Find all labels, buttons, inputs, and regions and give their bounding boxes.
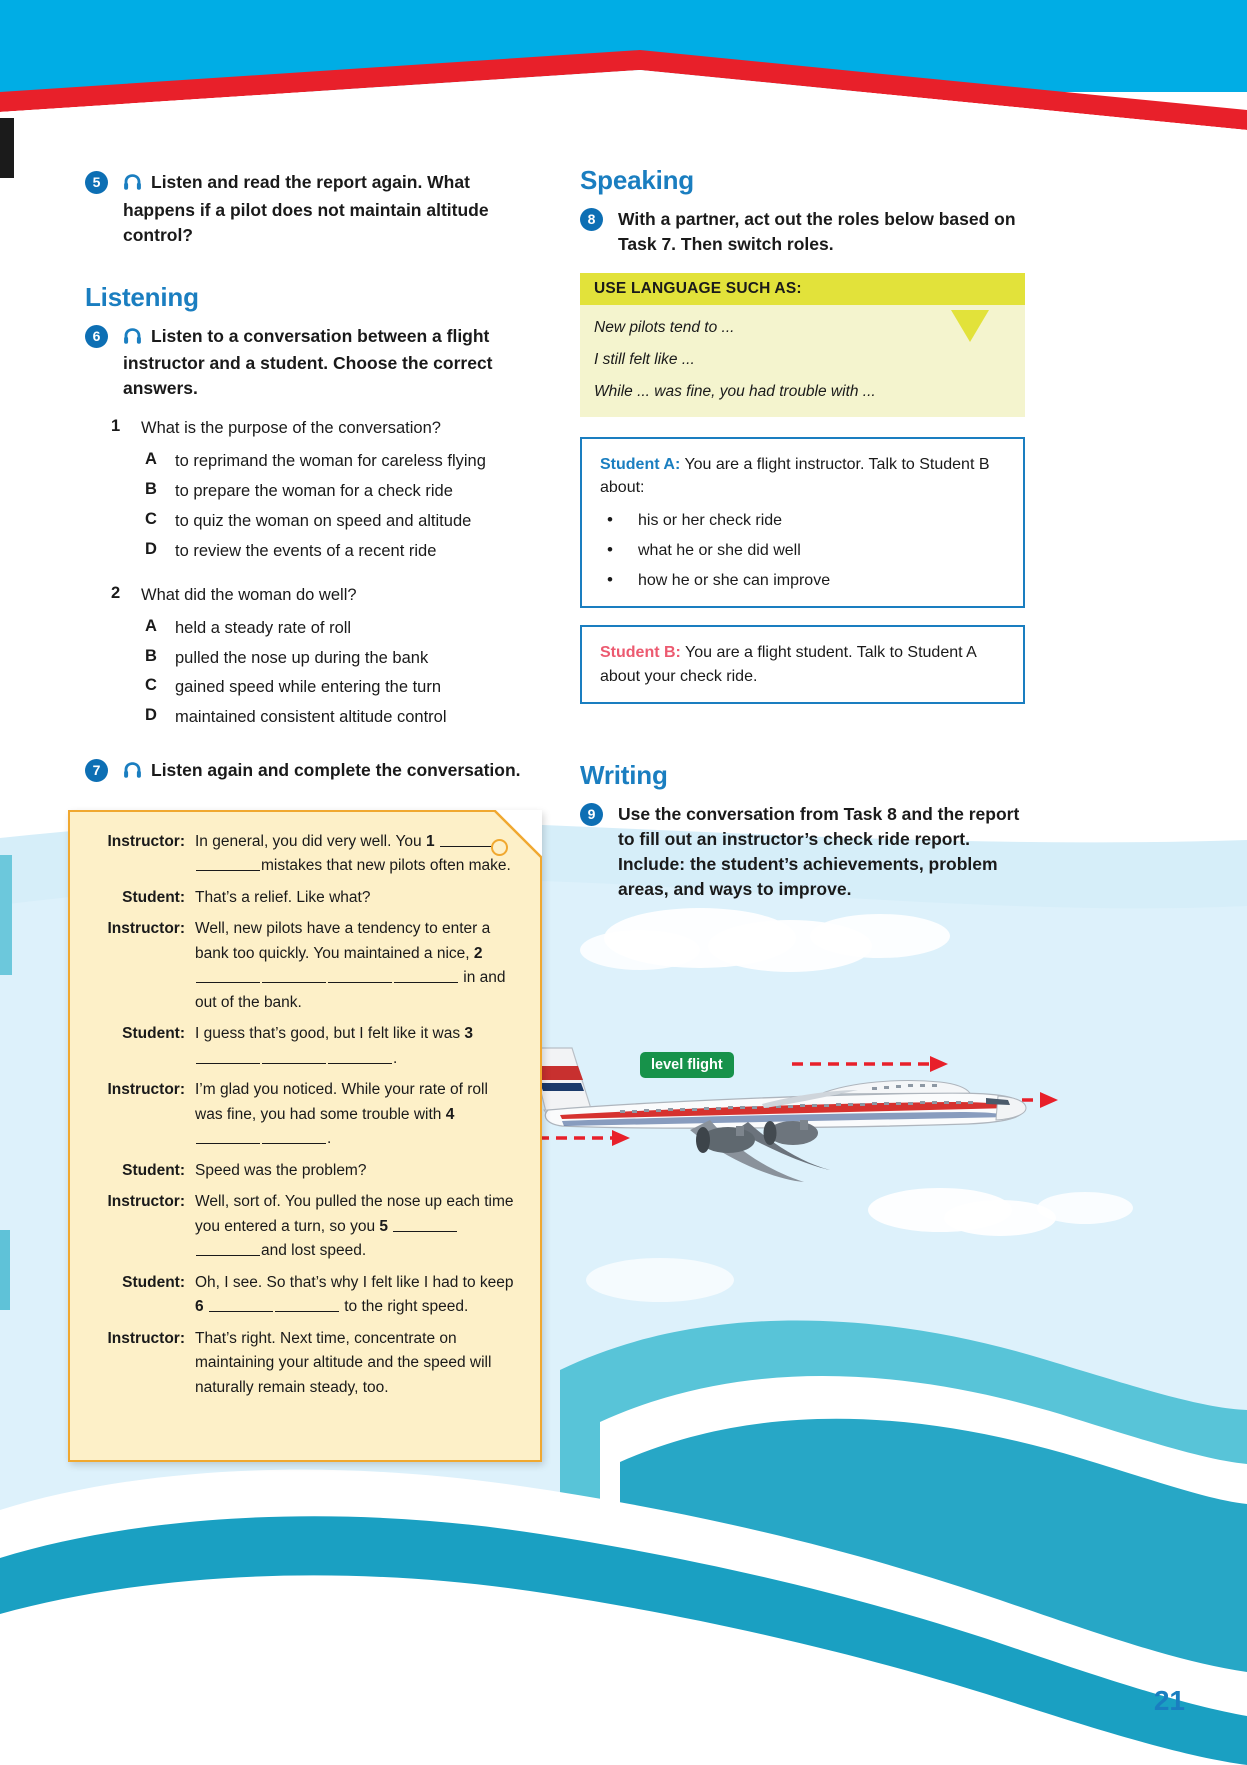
dialogue-row: [92, 1327, 518, 1400]
task-5-text-wrapper: [123, 170, 540, 248]
mc-option[interactable]: [103, 647, 540, 671]
level-flight-label: level flight: [640, 1052, 734, 1078]
mc-option[interactable]: [103, 510, 540, 534]
use-language-line: New pilots tend to ...: [594, 318, 735, 336]
dialogue-text: In general, you did very well. You 1 mistakes that new pilots often make.: [195, 833, 511, 875]
task-6: [85, 324, 540, 402]
student-a-bullet-list: [600, 509, 1007, 593]
mc-option[interactable]: [103, 676, 540, 700]
dialogue-speaker: Instructor:: [107, 1329, 185, 1347]
dialogue-blank[interactable]: [196, 1130, 260, 1144]
task-7: [85, 758, 540, 786]
mc-option-text: maintained consistent altitude control: [175, 708, 447, 727]
task-8-text: With a partner, act out the roles below based on Task 7. Then switch roles.: [618, 209, 1016, 254]
dialogue-blank[interactable]: [196, 1050, 260, 1064]
use-language-panel: [580, 273, 1025, 417]
dialogue-blank[interactable]: [262, 969, 326, 983]
task-5: [85, 170, 540, 248]
task-7-text-wrapper: [123, 758, 540, 786]
student-a-label: Student A:: [600, 455, 681, 473]
headphones-icon: [123, 327, 142, 352]
dialogue-blank[interactable]: [196, 1242, 260, 1256]
dialogue-speaker: Student:: [122, 1273, 185, 1291]
dialogue-text: That’s a relief. Like what?: [195, 888, 371, 906]
listening-section-heading: Listening: [85, 281, 199, 312]
left-column: [85, 170, 540, 792]
use-language-line: I still felt like ...: [594, 350, 695, 368]
mc-option-text: to review the events of a recent ride: [175, 541, 437, 560]
student-a-bullet: • how he or she can improve: [600, 569, 1007, 592]
dialogue-gap-number: 2: [473, 944, 483, 962]
dialogue-row: [92, 886, 518, 910]
student-a-bullet: • his or her check ride: [600, 509, 1007, 532]
task-6-text-wrapper: [123, 324, 540, 402]
mc-option-text: to reprimand the woman for careless flying: [175, 451, 486, 470]
task-7-text: Listen again and complete the conversation.: [151, 760, 521, 781]
mc-option-text: to prepare the woman for a check ride: [175, 481, 453, 500]
dialogue-list: [70, 812, 540, 1400]
dialogue-blank[interactable]: [209, 1298, 273, 1312]
mc-option-letter: D: [145, 539, 157, 558]
student-a-instruction: You are a flight instructor. Talk to Student B about:: [600, 455, 990, 497]
dialogue-blank[interactable]: [196, 969, 260, 983]
task-8: [580, 207, 1025, 257]
mc-option-letter: B: [145, 479, 157, 498]
dialogue-text: Speed was the problem?: [195, 1161, 367, 1179]
student-b-label: Student B:: [600, 644, 681, 662]
student-b-role-box: [580, 625, 1025, 704]
page-number: 21: [1153, 1685, 1185, 1716]
mc-option-letter: B: [145, 646, 157, 665]
mc-question-number: 2: [111, 583, 121, 602]
dialogue-speaker: Instructor:: [107, 920, 185, 938]
task-6-text: Listen to a conversation between a flight instructor and a student. Choose the correct answers.: [123, 325, 493, 399]
dialogue-text: Well, sort of. You pulled the nose up each time you entered a turn, so you 5 and lost speed.: [195, 1193, 514, 1260]
student-b-instruction: You are a flight student. Talk to Student A about your check ride.: [600, 644, 976, 685]
mc-option-text: pulled the nose up during the bank: [175, 648, 429, 667]
dialogue-gap-number: 4: [445, 1105, 455, 1123]
task-9: [580, 802, 1025, 901]
dialogue-text: That’s right. Next time, concentrate on maintaining your altitude and the speed will naturally remain steady, too.: [195, 1329, 492, 1396]
dialogue-row: [92, 1159, 518, 1183]
mc-option-letter: C: [145, 676, 157, 695]
dialogue-text: I’m glad you noticed. While your rate of roll was fine, you had some trouble with 4 .: [195, 1081, 488, 1148]
dialogue-row: [92, 917, 518, 1015]
writing-section-heading: Writing: [580, 760, 668, 791]
dialogue-speaker: Student:: [122, 1025, 185, 1043]
note-punch-hole: [491, 839, 508, 856]
dialogue-blank[interactable]: [328, 969, 392, 983]
task-7-number: 7: [85, 759, 108, 782]
mc-question: [103, 584, 540, 608]
right-column: [580, 165, 1025, 908]
headphones-icon: [123, 173, 142, 198]
dialogue-blank[interactable]: [262, 1050, 326, 1064]
mc-option[interactable]: [103, 706, 540, 730]
use-language-line: While ... was fine, you had trouble with ...: [594, 382, 876, 400]
dialogue-blank[interactable]: [275, 1298, 339, 1312]
dialogue-text: Oh, I see. So that’s why I felt like I had to keep 6 to the right speed.: [195, 1273, 514, 1316]
headphones-icon: [123, 761, 142, 786]
dialogue-row: [92, 1190, 518, 1263]
dialogue-speaker: Instructor:: [107, 833, 185, 850]
speaking-section-heading: Speaking: [580, 165, 694, 195]
dialogue-gap-number: 3: [464, 1025, 474, 1043]
mc-spacer: [103, 570, 540, 584]
dialogue-blank[interactable]: [328, 1050, 392, 1064]
dialogue-blank[interactable]: [196, 857, 260, 871]
dialogue-speaker: Student:: [122, 1161, 185, 1179]
mc-question-text: What did the woman do well?: [141, 585, 357, 604]
dialogue-speaker: Instructor:: [107, 1081, 185, 1099]
mc-option-text: to quiz the woman on speed and altitude: [175, 511, 472, 530]
task-5-text: Listen and read the report again. What happens if a pilot does not maintain altitude control?: [123, 172, 489, 245]
student-a-role-box: [580, 437, 1025, 609]
dialogue-speaker: Instructor:: [107, 1193, 185, 1211]
mc-option[interactable]: [103, 540, 540, 564]
dialogue-gap-number: 6: [195, 1298, 204, 1316]
mc-question-text: What is the purpose of the conversation?: [141, 419, 441, 438]
task-8-number: 8: [580, 208, 603, 231]
mc-question-number: 1: [111, 417, 121, 436]
mc-option-text: gained speed while entering the turn: [175, 678, 442, 697]
student-a-text: [600, 453, 1007, 500]
student-b-text: [600, 641, 1007, 688]
dialogue-row: [92, 1078, 518, 1151]
dialogue-blank[interactable]: [393, 1218, 457, 1232]
mc-option-letter: A: [145, 449, 157, 468]
dialogue-row: [92, 1022, 518, 1071]
dialogue-gap-number: 1: [425, 833, 435, 850]
use-language-speech-tail: [951, 310, 989, 342]
student-a-bullet: • what he or she did well: [600, 539, 1007, 562]
dialogue-blank[interactable]: [262, 1130, 326, 1144]
dialogue-blank[interactable]: [394, 969, 458, 983]
task-9-number: 9: [580, 803, 603, 826]
task-9-text: Use the conversation from Task 8 and the report to fill out an instructor’s check ride report. Include: the student’s achievements, problem areas, and ways to improve.: [618, 804, 1020, 899]
dialogue-row: [92, 830, 518, 879]
task-5-number: 5: [85, 171, 108, 194]
multiple-choice-block: [103, 417, 540, 730]
dialogue-gap-number: 5: [379, 1217, 389, 1235]
mc-option-letter: C: [145, 509, 157, 528]
mc-option[interactable]: [103, 480, 540, 504]
mc-option-text: held a steady rate of roll: [175, 618, 352, 637]
use-language-header: USE LANGUAGE SUCH AS:: [580, 273, 1025, 305]
dialogue-speaker: Student:: [122, 888, 185, 906]
task-6-number: 6: [85, 325, 108, 348]
mc-question: [103, 417, 540, 441]
airplane-illustration: [500, 990, 1120, 1210]
mc-option[interactable]: [103, 450, 540, 474]
mc-option-letter: A: [145, 616, 157, 635]
dialogue-note-card: [68, 810, 542, 1462]
mc-option-letter: D: [145, 706, 157, 725]
dialogue-row: [92, 1271, 518, 1320]
dialogue-text: I guess that’s good, but I felt like it was 3 .: [195, 1025, 474, 1067]
dialogue-text: Well, new pilots have a tendency to enter a bank too quickly. You maintained a nice, 2 in and out of the bank.: [195, 920, 506, 1011]
mc-option[interactable]: [103, 617, 540, 641]
